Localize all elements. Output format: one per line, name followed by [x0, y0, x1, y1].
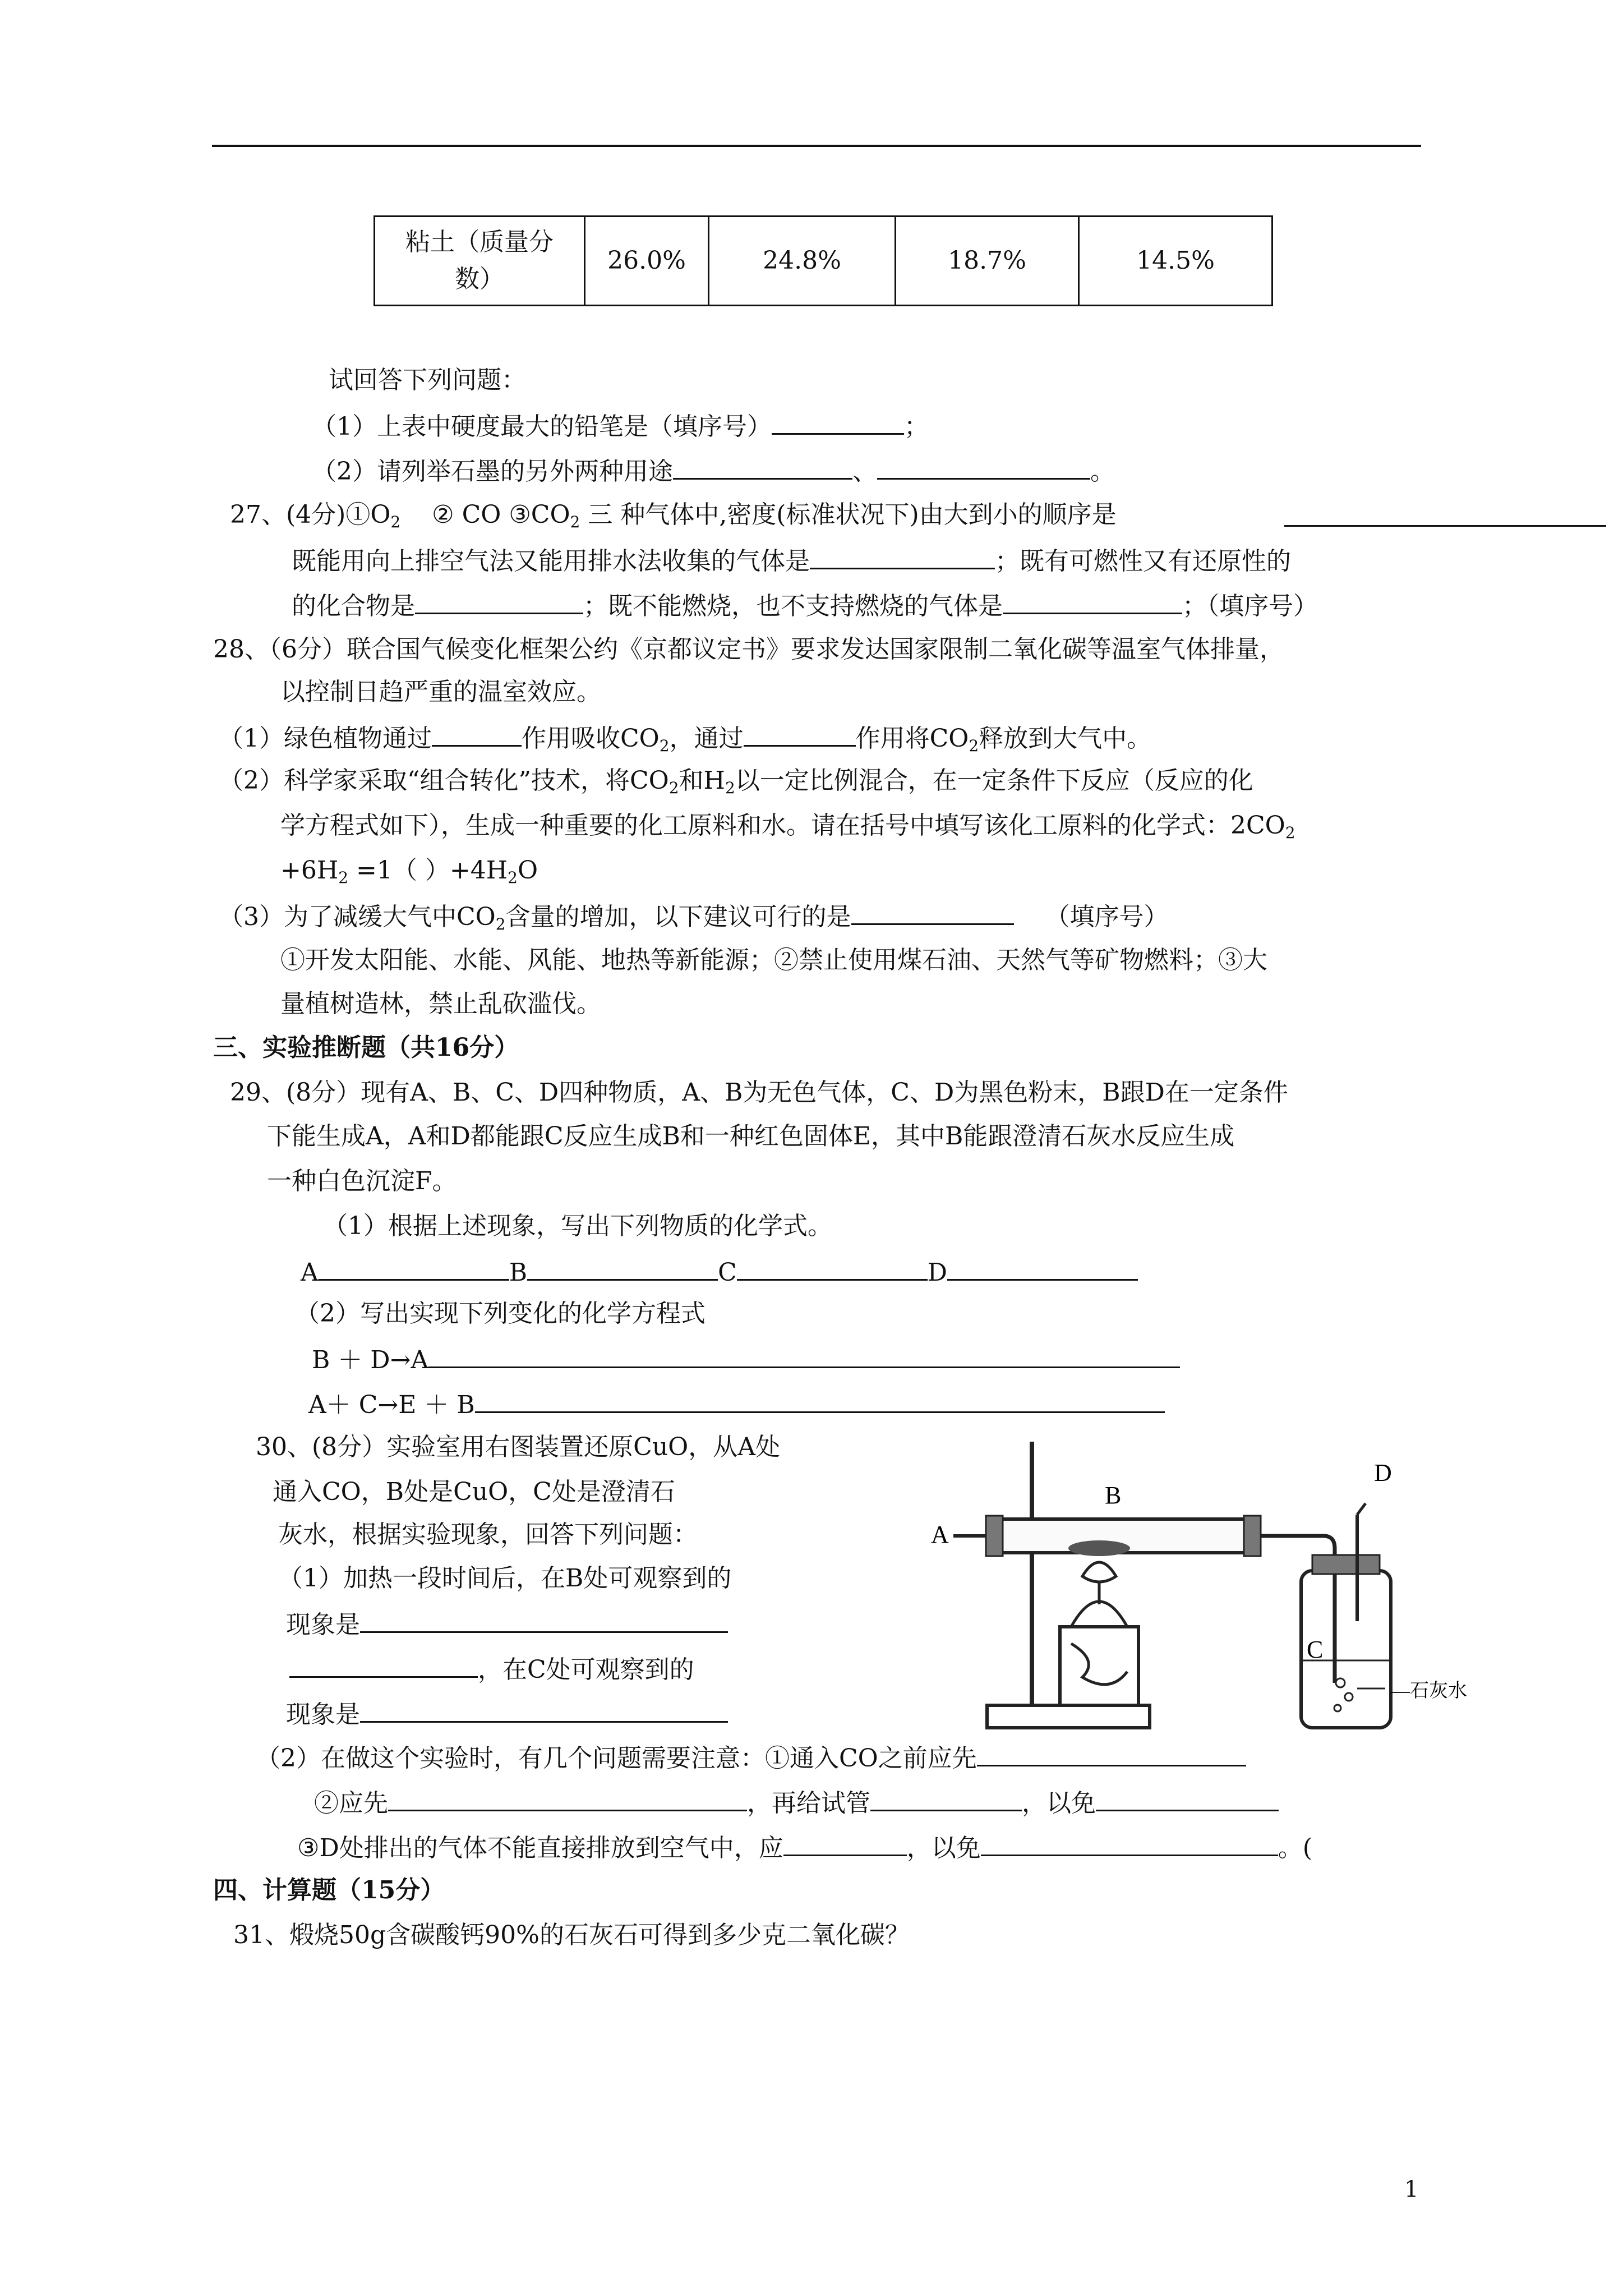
stand-base: [987, 1705, 1150, 1728]
answer-blank[interactable]: [783, 1830, 907, 1856]
answer-blank[interactable]: [527, 1254, 718, 1281]
q30-text: ，以免: [1022, 1789, 1096, 1818]
q26-part1: [312, 408, 929, 444]
lamp-block: [1060, 1627, 1138, 1705]
q30-line2: 通入CO，B处是CuO，C处是澄清石: [273, 1478, 675, 1506]
figure-label-c: C: [1307, 1636, 1324, 1663]
page-number: 1: [1404, 2177, 1419, 2202]
table-row: [375, 217, 1272, 306]
q28-part1: [219, 720, 1151, 756]
q30-part1-line2: [286, 1607, 728, 1642]
q28-text: 作用吸收CO: [522, 724, 660, 753]
q30-line3: 灰水，根据实验现象，回答下列问题：: [278, 1520, 698, 1549]
q26-intro: 试回答下列问题：: [329, 366, 526, 394]
subscript: 2: [725, 779, 735, 797]
answer-blank[interactable]: [673, 453, 852, 480]
answer-blank[interactable]: [432, 720, 522, 747]
q30-text: ，再给试管: [747, 1789, 870, 1818]
answer-blank[interactable]: [851, 899, 1014, 925]
clay-table: [374, 215, 1273, 306]
label-a: A: [301, 1258, 319, 1287]
q30-text: ②应先: [314, 1789, 388, 1818]
bubble: [1336, 1678, 1345, 1687]
bubble: [1345, 1693, 1353, 1701]
subscript: 2: [390, 513, 401, 531]
q30-text: 。(: [1278, 1834, 1312, 1862]
q28-text: ，通过: [669, 724, 744, 753]
subscript: 2: [1285, 823, 1295, 842]
table-cell: 24.8%: [709, 217, 896, 306]
q29-part1: （1）根据上述现象，写出下列物质的化学式。: [323, 1212, 832, 1240]
block-wood-grain: [1071, 1644, 1127, 1685]
answer-blank[interactable]: [319, 1254, 509, 1281]
q27-text: 三 种气体中,密度(标准状况下)由大到小的顺序是: [580, 500, 1117, 529]
answer-blank[interactable]: [475, 1387, 1165, 1413]
figure-label-b: B: [1105, 1481, 1122, 1509]
q29-eq2: [308, 1387, 1165, 1422]
punct: 、: [852, 457, 877, 486]
q31-text: 31、煅烧50g含碳酸钙90%的石灰石可得到多少克二氧化碳？: [233, 1921, 910, 1949]
answer-blank[interactable]: [744, 720, 856, 747]
apparatus-figure: [920, 1436, 1467, 1750]
q28-text: 含量的增加，以下建议可行的是: [505, 903, 851, 931]
q27-text: ；既不能燃烧，也不支持燃烧的气体是: [583, 592, 1003, 620]
q30-part1-line1: （1）加热一段时间后，在B处可观察到的: [278, 1564, 732, 1593]
bottle-stopper: [1312, 1555, 1380, 1574]
exhaust-tip: [1357, 1503, 1366, 1515]
subscript: 2: [659, 737, 670, 755]
q29-part2: （2）写出实现下列变化的化学方程式: [295, 1299, 706, 1328]
q26-part2-text: （2）请列举石墨的另外两种用途: [312, 457, 673, 486]
q28-text: 以一定比例混合，在一定条件下反应（反应的化: [735, 766, 1253, 795]
figure-label-limewater: —石灰水: [1391, 1681, 1467, 1701]
answer-blank[interactable]: [388, 1785, 747, 1811]
q28-part3-line3: 量植树造林，禁止乱砍滥伐。: [280, 990, 601, 1018]
row-label-line2: 数）: [455, 265, 504, 293]
answer-blank[interactable]: [1284, 525, 1606, 527]
equation-text: A＋ C→E ＋ B: [308, 1391, 475, 1419]
tube-stopper-right: [1244, 1516, 1261, 1556]
q26-part1-text: （1）上表中硬度最大的铅笔是（填序号）: [312, 412, 772, 441]
alcohol-lamp: [1071, 1602, 1127, 1627]
q28-line1: 28、（6分）联合国气候变化框架公约《京都议定书》要求发达国家限制二氧化碳等温室气体排量，: [213, 635, 1284, 664]
cuo-powder: [1068, 1540, 1130, 1556]
answer-blank[interactable]: [289, 1651, 478, 1678]
answer-blank[interactable]: [415, 588, 583, 614]
q28-text: （3）为了减缓大气中CO: [219, 903, 496, 931]
table-cell: 26.0%: [585, 217, 709, 306]
q30-part2-line3: [297, 1830, 1312, 1865]
q28-text: （填序号）: [1045, 903, 1169, 931]
subscript: 2: [969, 737, 979, 755]
section3-title: 三、实验推断题（共16分）: [213, 1033, 519, 1062]
q28-text: 作用将CO: [855, 724, 969, 753]
answer-blank[interactable]: [877, 453, 1090, 480]
q28-text: =1（ ）+4H: [348, 856, 508, 885]
q29-line1: 29、(8分）现有A、B、C、D四种物质，A、B为无色气体，C、D为黑色粉末，B跟D在一定条件: [230, 1078, 1288, 1107]
q27-text: 27、(4分)①O: [230, 500, 391, 529]
q28-part2-line3: [280, 854, 538, 887]
q28-text: 释放到大气中。: [979, 724, 1152, 753]
q28-text: +6H: [280, 856, 339, 885]
q27-line3: [292, 588, 1318, 623]
q30-text: ③D处排出的气体不能直接排放到空气中，应: [297, 1834, 783, 1862]
flame: [1082, 1562, 1116, 1582]
q27-line1: [230, 498, 1117, 532]
answer-blank[interactable]: [870, 1785, 1022, 1811]
label-b: B: [509, 1258, 528, 1287]
punct: 。: [1090, 457, 1115, 486]
subscript: 2: [668, 779, 679, 797]
q29-line3: 一种白色沉淀F。: [267, 1167, 457, 1195]
q28-text: 学方程式如下），生成一种重要的化工原料和水。请在括号中填写该化工原料的化学式：2CO: [280, 811, 1285, 840]
q28-part2-line1: [219, 764, 1253, 798]
q28-line2: 以控制日趋严重的温室效应。: [280, 678, 601, 706]
q30-text: ，在C处可观察到的: [478, 1655, 694, 1684]
q27-line2: [292, 543, 1291, 578]
punct: ；: [904, 412, 929, 441]
answer-blank[interactable]: [1003, 588, 1182, 614]
answer-blank[interactable]: [428, 1342, 1180, 1368]
q28-part3-line2: ①开发太阳能、水能、风能、地热等新能源；②禁止使用煤石油、天然气等矿物燃料；③大: [280, 946, 1267, 974]
answer-blank[interactable]: [737, 1254, 928, 1281]
q29-formula-blanks: [301, 1254, 1138, 1290]
header-rule: [212, 145, 1421, 147]
q28-part3-line1: [219, 899, 1169, 934]
subscript: 2: [495, 915, 506, 933]
answer-blank[interactable]: [810, 543, 995, 569]
q30-text: （2）在做这个实验时，有几个问题需要注意：①通入CO之前应先: [256, 1744, 977, 1773]
figure-label-a: A: [931, 1521, 949, 1548]
answer-blank[interactable]: [360, 1607, 728, 1633]
q30-part1-line4: [286, 1696, 728, 1732]
bubble: [1334, 1705, 1341, 1711]
q29-eq1: [312, 1342, 1180, 1377]
q30-text: 现象是: [286, 1700, 360, 1729]
q30-part2-line2: [314, 1785, 1279, 1820]
q28-part2-line2: [280, 809, 1295, 843]
q28-text: （1）绿色植物通过: [219, 724, 432, 753]
subscript: 2: [508, 868, 518, 887]
answer-blank[interactable]: [772, 408, 904, 435]
tube-stopper-left: [986, 1516, 1003, 1556]
q28-text: O: [517, 856, 538, 885]
row-label-line1: 粘土（质量分: [405, 228, 554, 256]
q28-text: （2）科学家采取“组合转化”技术，将CO: [219, 766, 669, 795]
answer-blank[interactable]: [981, 1830, 1278, 1856]
subscript: 2: [338, 868, 349, 887]
q28-text: 和H: [679, 766, 725, 795]
q27-text: ；既有可燃性又有还原性的: [995, 547, 1291, 576]
table-row-label: [375, 217, 585, 306]
figure-label-d: D: [1374, 1459, 1392, 1487]
q26-part2: [312, 453, 1115, 489]
q29-line2: 下能生成A，A和D都能跟C反应生成B和一种红色固体E，其中B能跟澄清石灰水反应生成: [267, 1122, 1235, 1151]
answer-blank[interactable]: [360, 1696, 728, 1723]
q30-text: ，以免: [906, 1834, 981, 1862]
q30-line1: 30、(8分）实验室用右图装置还原CuO，从A处: [256, 1433, 780, 1461]
subscript: 2: [570, 513, 580, 531]
q27-text: ；（填序号）: [1182, 592, 1318, 620]
q30-text: 现象是: [286, 1611, 360, 1639]
answer-blank[interactable]: [1096, 1785, 1279, 1811]
q30-part1-line3: [289, 1651, 694, 1687]
table-cell: 14.5%: [1079, 217, 1272, 306]
q27-text: 既能用向上排空气法又能用排水法收集的气体是: [292, 547, 810, 576]
table-cell: 18.7%: [896, 217, 1079, 306]
section4-title: 四、计算题（15分）: [213, 1876, 445, 1904]
q27-text: ② CO ③CO: [432, 500, 570, 529]
label-d: D: [927, 1258, 948, 1287]
q27-text: 的化合物是: [292, 592, 415, 620]
label-c: C: [718, 1258, 737, 1287]
equation-text: B ＋ D→A: [312, 1346, 429, 1374]
answer-blank[interactable]: [947, 1254, 1138, 1281]
